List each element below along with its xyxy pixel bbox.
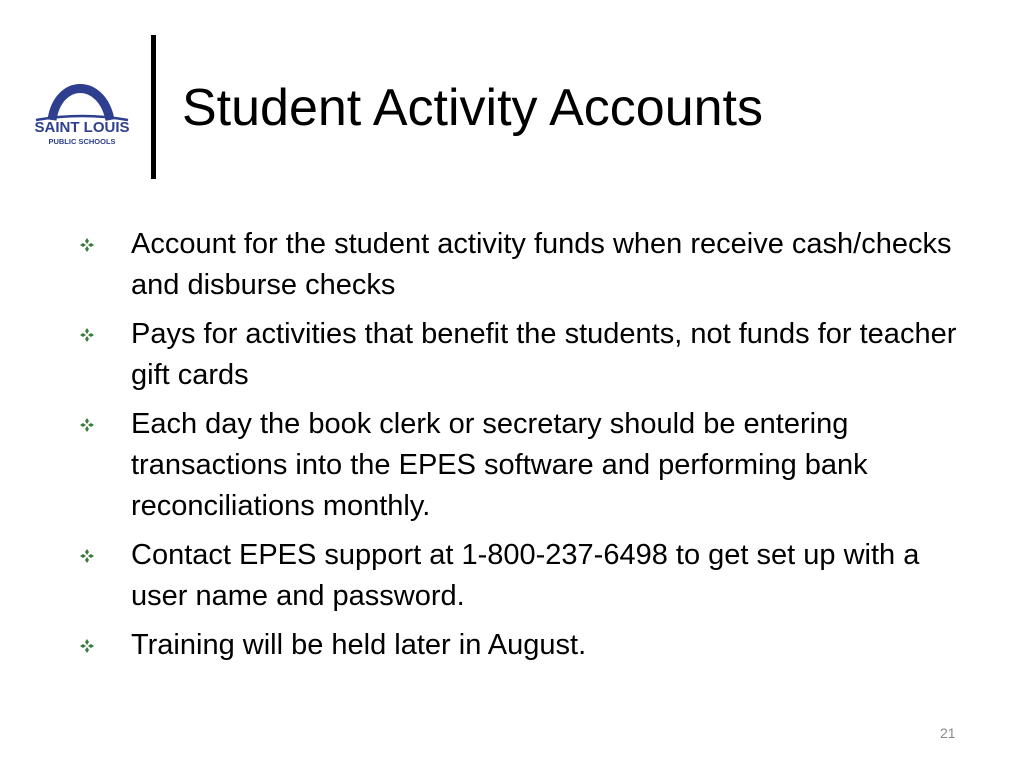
four-diamond-icon <box>80 418 94 432</box>
logo-text-public-schools: PUBLIC SCHOOLS <box>48 137 116 146</box>
bullet-item <box>80 625 960 666</box>
bullet-text: Each day the book clerk or secretary should be entering transactions into the EPES software and performing bank reconciliations monthly. <box>131 408 868 522</box>
bullet-item <box>80 404 960 527</box>
saint-louis-public-schools-logo <box>26 70 138 150</box>
four-diamond-icon <box>80 328 94 342</box>
four-diamond-icon <box>80 639 94 653</box>
bullet-text: Training will be held later in August. <box>131 629 587 661</box>
bullet-list <box>80 224 960 674</box>
bullet-item <box>80 535 960 617</box>
page-number: 21 <box>940 725 956 741</box>
bullet-text: Account for the student activity funds when receive cash/checks and disburse checks <box>131 228 952 301</box>
logo-text-saint-louis: SAINT LOUIS <box>34 119 130 136</box>
bullet-text: Contact EPES support at 1-800-237-6498 to get set up with a user name and password. <box>131 539 920 612</box>
arch-icon <box>26 70 138 122</box>
title-divider <box>151 35 156 179</box>
bullet-text: Pays for activities that benefit the students, not funds for teacher gift cards <box>131 318 957 391</box>
four-diamond-icon <box>80 549 94 563</box>
bullet-item <box>80 224 960 306</box>
bullet-item <box>80 314 960 396</box>
slide-title: Student Activity Accounts <box>182 79 763 137</box>
four-diamond-icon <box>80 238 94 252</box>
